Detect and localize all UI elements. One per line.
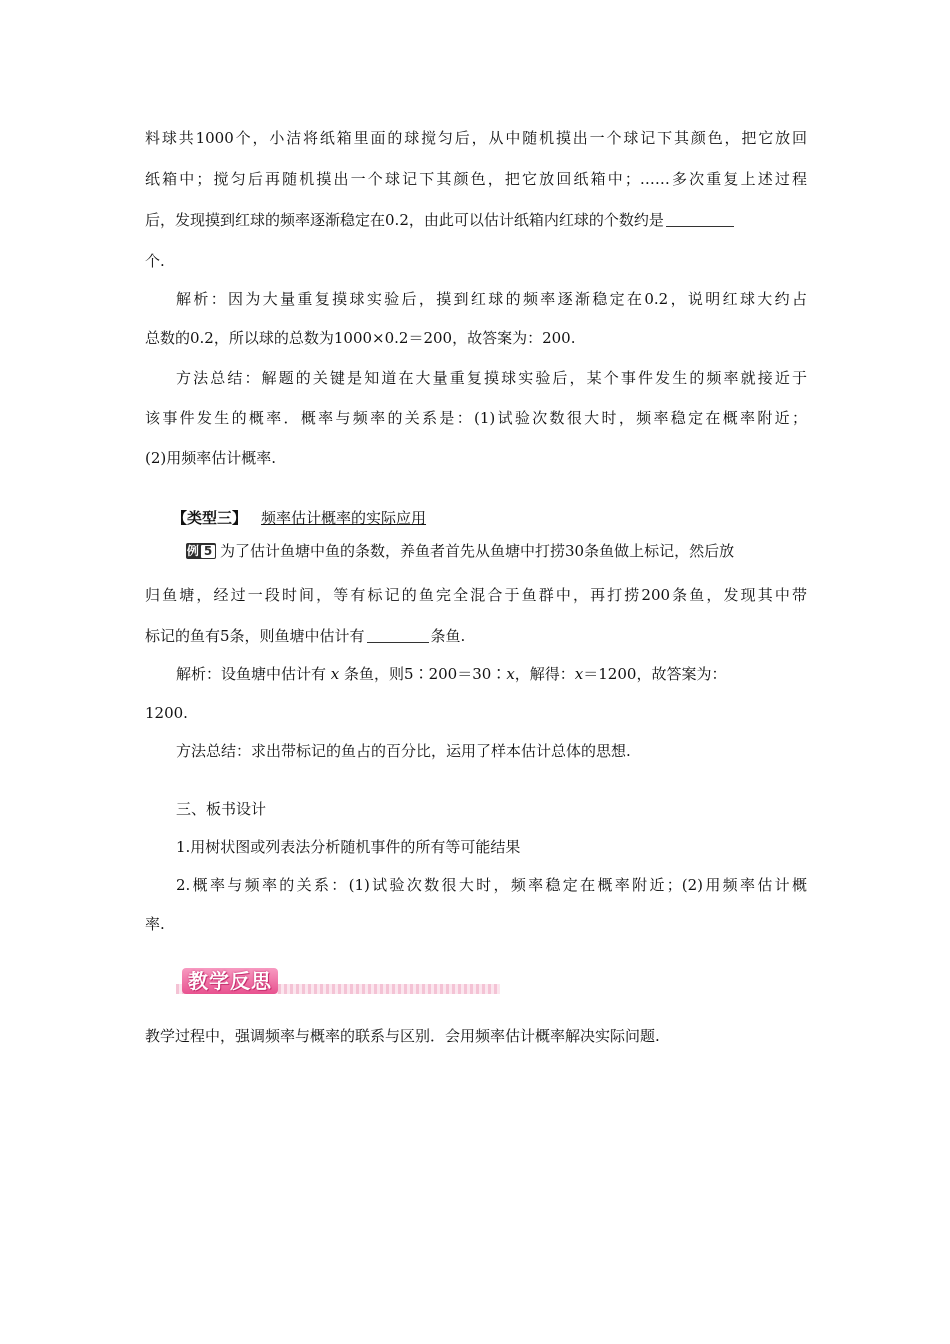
example-badge-char: 例 (186, 544, 199, 558)
reflection-banner (176, 968, 500, 998)
board-item-2-line-1: 2.概率与频率的关系：(1)试验次数很大时，频率稳定在概率附近；(2)用频率估计概 (176, 876, 807, 894)
method-summary2: 方法总结：求出带标记的鱼占的百分比，运用了样本估计总体的思想. (176, 742, 631, 760)
board-item-2-line-2: 率. (145, 915, 165, 933)
analysis2-line-2: 1200. (145, 704, 188, 722)
problem-line-4: 个. (145, 252, 165, 270)
category-title: 频率估计概率的实际应用 (261, 509, 427, 527)
analysis2-line-1 (176, 664, 807, 684)
board-item-1: 1.用树状图或列表法分析随机事件的所有等可能结果 (176, 838, 521, 856)
analysis-line-2: 总数的0.2，所以球的总数为1000×0.2＝200，故答案为：200. (145, 329, 576, 347)
analysis2-text-b: 条鱼，则5∶200＝30∶ (344, 665, 507, 683)
variable-x: x (506, 665, 515, 683)
method-summary-line-1: 方法总结：解题的关键是知道在大量重复摸球实验后，某个事件发生的频率就接近于 (176, 369, 807, 387)
category-label: 【类型三】 (172, 509, 248, 527)
method-summary-line-3: (2)用频率估计概率. (145, 449, 277, 467)
problem-line-3 (145, 210, 807, 230)
variable-x: x (330, 665, 340, 683)
problem-line-1: 料球共1000个，小洁将纸箱里面的球搅匀后，从中随机摸出一个球记下其颜色，把它放回 (145, 129, 807, 147)
example-badge (186, 543, 216, 559)
category-heading (172, 508, 834, 528)
example-line-1-text: 为了估计鱼塘中鱼的条数，养鱼者首先从鱼塘中打捞30条鱼做上标记，然后放 (220, 542, 735, 560)
example-badge-number: 5 (201, 545, 215, 558)
analysis2-text-a: 解析：设鱼塘中估计有 (176, 665, 327, 683)
example-line-1 (186, 541, 807, 561)
reflection-banner-title: 教学反思 (182, 968, 278, 994)
section-heading: 三、板书设计 (176, 800, 267, 818)
answer-blank (367, 628, 429, 643)
answer-blank (666, 212, 734, 227)
example-line-3-b: 条鱼. (430, 627, 466, 645)
example-line-3 (145, 626, 807, 646)
problem-line-3-text: 后，发现摸到红球的频率逐渐稳定在0.2，由此可以估计纸箱内红球的个数约是 (145, 211, 664, 229)
reflection-text: 教学过程中，强调频率与概率的联系与区别．会用频率估计概率解决实际问题. (145, 1027, 660, 1045)
method-summary-line-2: 该事件发生的概率．概率与频率的关系是：(1)试验次数很大时，频率稳定在概率附近； (145, 409, 807, 427)
example-line-3-a: 标记的鱼有5条，则鱼塘中估计有 (145, 627, 365, 645)
analysis2-text-c: ，解得： (514, 665, 575, 683)
analysis-line-1: 解析：因为大量重复摸球实验后，摸到红球的频率逐渐稳定在0.2，说明红球大约占 (176, 290, 807, 308)
analysis2-text-d: ＝1200，故答案为： (583, 665, 727, 683)
example-line-2: 归鱼塘，经过一段时间，等有标记的鱼完全混合于鱼群中，再打捞200条鱼，发现其中带 (145, 586, 807, 604)
problem-line-2: 纸箱中；搅匀后再随机摸出一个球记下其颜色，把它放回纸箱中；……多次重复上述过程 (145, 170, 807, 188)
variable-x: x (574, 665, 584, 683)
